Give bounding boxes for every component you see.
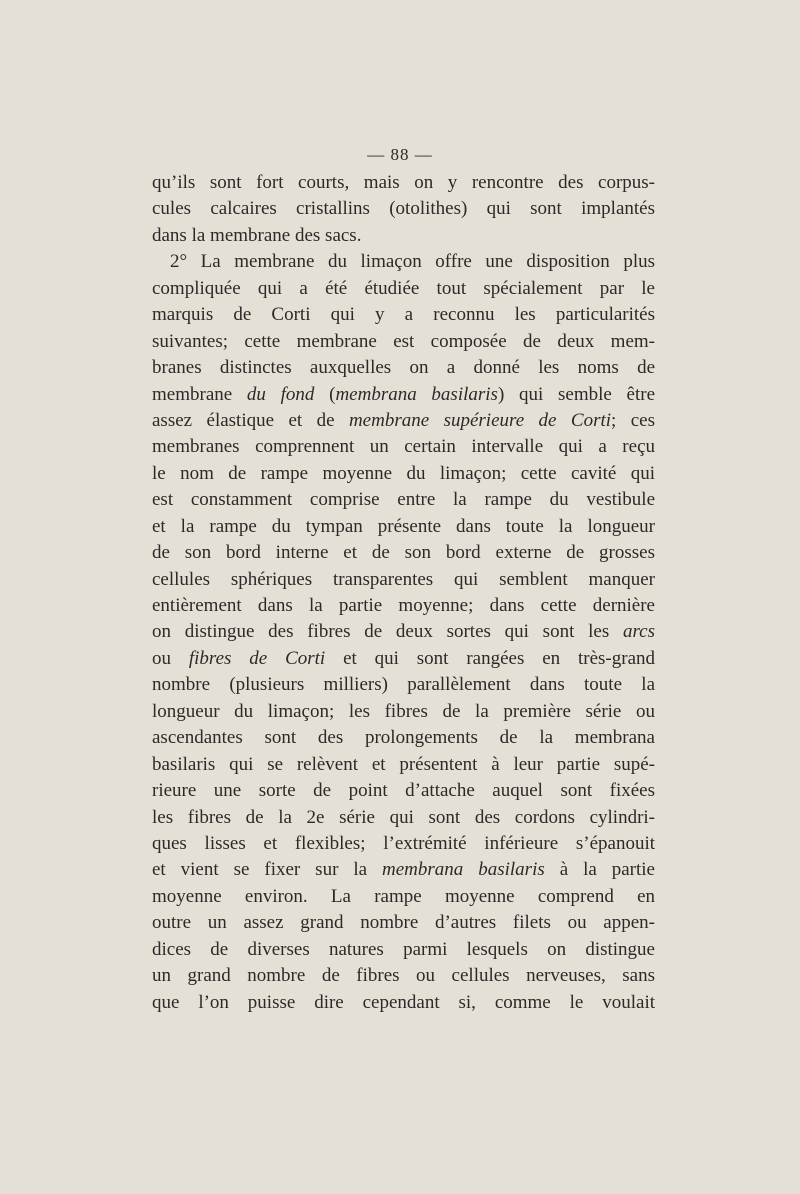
text-line: nombre (plusieurs milliers) parallèlement dans toute la bbox=[152, 674, 655, 696]
text-line: ascendantes sont des prolongements de la membrana bbox=[152, 727, 655, 749]
text-line: marquis de Corti qui y a reconnu les particularités bbox=[152, 304, 655, 326]
text-line: est constamment comprise entre la rampe du vestibule bbox=[152, 489, 655, 511]
page-number: — 88 — bbox=[367, 145, 433, 164]
body-text bbox=[152, 170, 655, 1016]
text-line: rieure une sorte de point d’attache auquel sont fixées bbox=[152, 780, 655, 802]
text-line: un grand nombre de fibres ou cellules nerveuses, sans bbox=[152, 965, 655, 987]
text-line: de son bord interne et de son bord externe de grosses bbox=[152, 542, 655, 564]
text-line: longueur du limaçon; les fibres de la première série ou bbox=[152, 700, 655, 722]
text-line: que l’on puisse dire cependant si, comme le voulait bbox=[152, 991, 655, 1013]
text-line: dices de diverses natures parmi lesquels on distingue bbox=[152, 938, 655, 960]
text-line: le nom de rampe moyenne du limaçon; cette cavité qui bbox=[152, 462, 655, 484]
text-line: ques lisses et flexibles; l’extrémité inférieure s’épanouit bbox=[152, 832, 655, 854]
text-line: moyenne environ. La rampe moyenne comprend en bbox=[152, 885, 655, 907]
text-line: dans la membrane des sacs. bbox=[152, 224, 362, 246]
text-line: assez élastique et de membrane supérieure de Corti; ces bbox=[152, 409, 655, 431]
text-line: outre un assez grand nombre d’autres filets ou appen- bbox=[152, 912, 655, 934]
text-line: 2° La membrane du limaçon offre une disposition plus bbox=[170, 251, 655, 273]
text-line: compliquée qui a été étudiée tout spécialement par le bbox=[152, 277, 655, 299]
text-line: branes distinctes auxquelles on a donné les noms de bbox=[152, 357, 655, 379]
text-line: membranes comprennent un certain intervalle qui a reçu bbox=[152, 436, 655, 458]
text-line: on distingue des fibres de deux sortes qui sont les arcs bbox=[152, 621, 655, 643]
text-line: et vient se fixer sur la membrana basilaris à la partie bbox=[152, 859, 655, 881]
text-line: et la rampe du tympan présente dans toute la longueur bbox=[152, 515, 655, 537]
text-line: qu’ils sont fort courts, mais on y rencontre des corpus- bbox=[152, 172, 655, 193]
text-line: les fibres de la 2e série qui sont des cordons cylindri- bbox=[152, 806, 655, 828]
text-line: suivantes; cette membrane est composée de deux mem- bbox=[152, 330, 655, 352]
text-line: cellules sphériques transparentes qui semblent manquer bbox=[152, 568, 655, 590]
text-line: ou fibres de Corti et qui sont rangées en très-grand bbox=[152, 647, 656, 669]
text-line: basilaris qui se relèvent et présentent à leur partie supé- bbox=[152, 753, 655, 775]
text-line: cules calcaires cristallins (otolithes) qui sont implantés bbox=[152, 198, 655, 220]
text-line: membrane du fond (membrana basilaris) qui semble être bbox=[152, 383, 656, 405]
text-line: entièrement dans la partie moyenne; dans cette dernière bbox=[152, 595, 655, 616]
